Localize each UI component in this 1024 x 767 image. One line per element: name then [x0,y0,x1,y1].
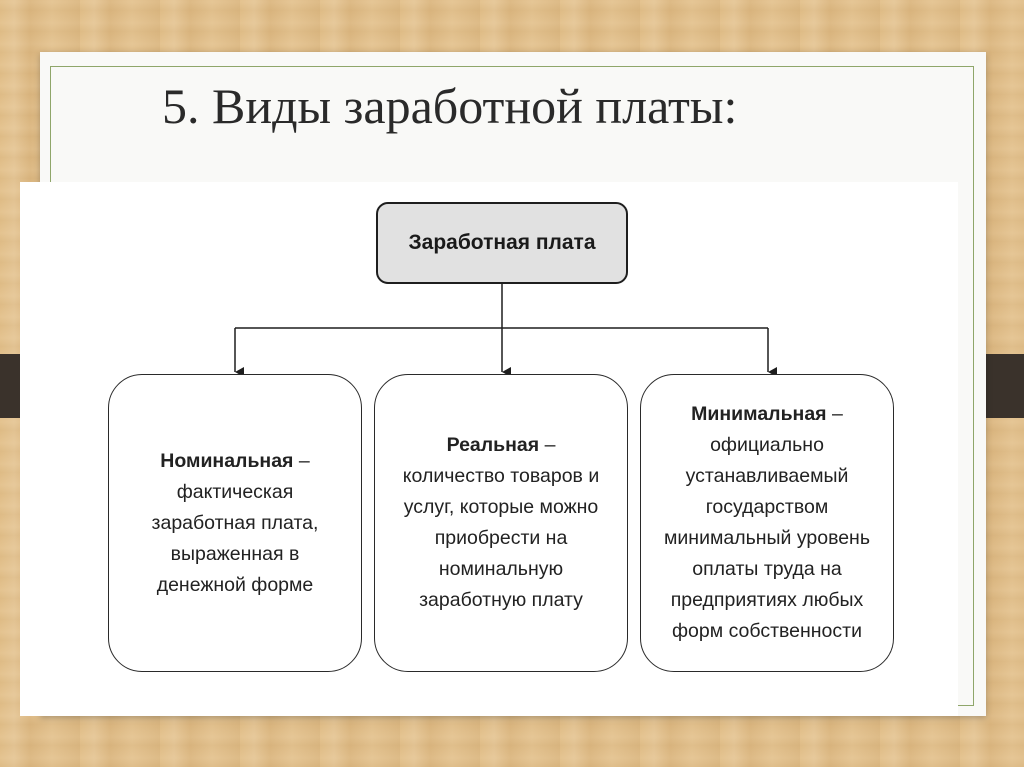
term-dash: – [826,403,843,425]
node-real-line: количество товаров и [402,465,600,487]
term-real: Реальная [446,434,540,456]
node-minimum-line: оплаты труда на [692,558,842,580]
wage-types-diagram [20,182,958,716]
node-minimum-wage [640,374,894,672]
node-real-line: приобрести на [434,527,568,549]
node-real-line: услуг, которые можно [403,496,599,518]
slide-title: 5. Виды заработной платы: [162,78,738,134]
node-minimum-line: официально [710,434,824,456]
node-minimum-line: форм собственности [672,620,862,642]
node-real-wage [374,374,628,672]
node-nominal-wage [108,374,362,672]
term-nominal: Номинальная [160,449,294,472]
term-dash: – [293,449,310,472]
root-node-wage: Заработная плата [376,202,628,284]
node-real-line: заработную плату [419,589,583,611]
node-minimum-line: предприятиях любых [670,589,864,611]
decorative-bar-left [0,354,20,418]
node-nominal-line: денежной форме [156,573,314,596]
node-nominal-line: заработная плата, [151,511,319,534]
node-nominal-heading [160,446,309,477]
node-minimum-heading [691,399,843,430]
node-minimum-line: минимальный уровень [664,527,870,549]
node-minimum-line: устанавливаемый [685,465,849,487]
term-minimum: Минимальная [691,403,827,425]
node-real-heading [447,430,556,461]
node-nominal-line: выраженная в [170,542,300,565]
node-nominal-line: фактическая [176,480,294,503]
node-real-line: номинальную [438,558,564,580]
term-dash: – [539,434,556,456]
node-minimum-line: государством [705,496,829,518]
